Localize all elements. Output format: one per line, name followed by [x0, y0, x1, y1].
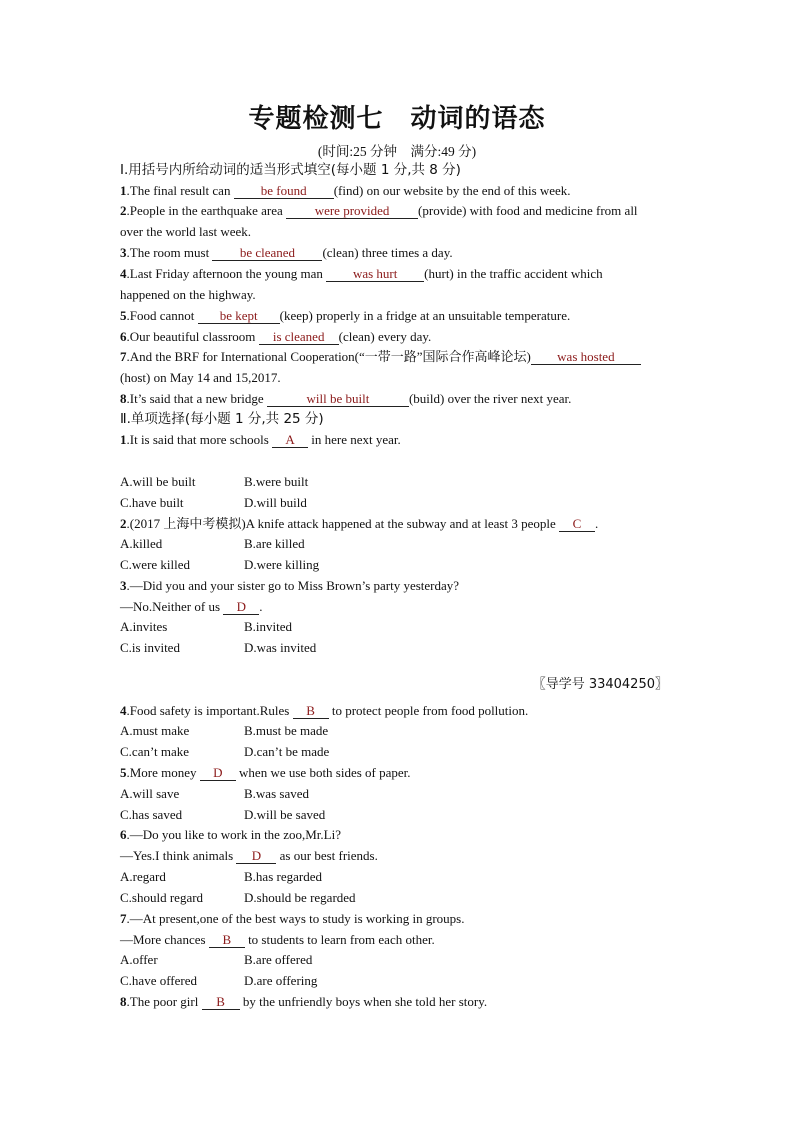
section2-heading: Ⅱ.单项选择(每小题 1 分,共 25 分): [120, 411, 324, 427]
page-subtitle: (时间:25 分钟 满分:49 分): [317, 144, 477, 159]
question-text: (clean) every day.: [338, 329, 432, 344]
s1-question-6: [120, 329, 431, 345]
option-a: A.killed: [120, 536, 163, 551]
question-text: .Food safety is important.Rules: [126, 703, 293, 718]
question-text: (find) on our website by the end of this week.: [333, 183, 571, 198]
option-c: C.has saved: [120, 807, 183, 822]
question-number: 6: [120, 827, 127, 842]
question-text: when we use both sides of paper.: [235, 765, 411, 780]
question-text: .The room must: [126, 245, 213, 260]
question-number: 6: [120, 329, 127, 344]
option-a: A.invites: [120, 619, 168, 634]
option-c: C.can’t make: [120, 744, 190, 759]
question-number: 4: [120, 266, 127, 281]
s2-question-8: [120, 994, 487, 1010]
question-text: (clean) three times a day.: [322, 245, 453, 260]
question-text: .More money: [126, 765, 200, 780]
option-d: D.should be regarded: [244, 890, 356, 905]
s2-question-5: [120, 765, 411, 781]
option-a: A.will be built: [120, 474, 196, 489]
question-number: 4: [120, 703, 127, 718]
answer-blank: B: [209, 933, 245, 948]
answer-blank: be kept: [198, 309, 280, 324]
question-text: .It is said that more schools: [126, 432, 273, 447]
option-b: B.must be made: [244, 723, 329, 738]
option-a: A.will save: [120, 786, 180, 801]
question-text: .: [259, 599, 263, 614]
question-number: 5: [120, 765, 127, 780]
question-number: 7: [120, 349, 127, 364]
question-number: 1: [120, 432, 127, 447]
option-b: B.are offered: [244, 952, 313, 967]
option-a: A.must make: [120, 723, 190, 738]
question-text: (provide) with food and medicine from all: [418, 203, 638, 218]
option-d: D.can’t be made: [244, 744, 330, 759]
option-b: B.invited: [244, 619, 293, 634]
question-number: 3: [120, 245, 127, 260]
question-text: —Yes.I think animals: [120, 848, 237, 863]
question-text: —No.Neither of us: [120, 599, 224, 614]
question-text: (keep) properly in a fridge at an unsuitable temperature.: [279, 308, 571, 323]
option-d: D.was invited: [244, 640, 317, 655]
reference-number: 〖导学号 33404250〗: [532, 677, 668, 692]
question-text: .Our beautiful classroom: [126, 329, 259, 344]
s2-question-4: [120, 703, 528, 719]
question-text: to protect people from food pollution.: [328, 703, 529, 718]
option-c: C.have offered: [120, 973, 198, 988]
s1-question-3: [120, 245, 453, 261]
s2-question-3: [120, 578, 459, 594]
answer-blank: D: [236, 849, 276, 864]
option-d: D.will be saved: [244, 807, 326, 822]
question-continuation: (host) on May 14 and 15,2017.: [120, 370, 281, 385]
s1-question-1: [120, 183, 571, 199]
answer-blank: was hurt: [326, 267, 424, 282]
question-text: .Food cannot: [126, 308, 198, 323]
option-b: B.were built: [244, 474, 309, 489]
question-line-2: [120, 932, 435, 948]
s2-question-6: [120, 827, 341, 843]
question-text: .—Do you like to work in the zoo,Mr.Li?: [126, 827, 341, 842]
answer-blank: was hosted: [531, 350, 641, 365]
question-line-2: [120, 848, 378, 864]
question-text: .—Did you and your sister go to Miss Brown’s party yesterday?: [126, 578, 460, 593]
question-text: (hurt) in the traffic accident which: [424, 266, 603, 281]
s1-question-8: [120, 391, 571, 407]
answer-blank: be cleaned: [212, 246, 322, 261]
question-text: to students to learn from each other.: [244, 932, 435, 947]
s2-question-7: [120, 911, 464, 927]
answer-blank: were provided: [286, 204, 418, 219]
question-number: 3: [120, 578, 127, 593]
question-text: .: [595, 516, 599, 531]
answer-blank: B: [202, 995, 240, 1010]
answer-blank: D: [200, 766, 236, 781]
option-d: D.are offering: [244, 973, 318, 988]
option-a: A.regard: [120, 869, 166, 884]
option-c: C.should regard: [120, 890, 204, 905]
answer-blank: will be built: [267, 392, 409, 407]
question-continuation: over the world last week.: [120, 224, 252, 239]
option-d: D.were killing: [244, 557, 320, 572]
s2-question-1: [120, 432, 401, 448]
question-text: .And the BRF for International Cooperation(“一带一路”国际合作高峰论坛): [126, 349, 531, 364]
option-d: D.will build: [244, 495, 307, 510]
option-b: B.are killed: [244, 536, 305, 551]
question-number: 1: [120, 183, 127, 198]
question-number: 8: [120, 391, 127, 406]
question-line-2: [120, 599, 263, 615]
answer-blank: D: [223, 600, 259, 615]
section1-heading: Ⅰ.用括号内所给动词的适当形式填空(每小题 1 分,共 8 分): [120, 162, 461, 178]
option-b: B.has regarded: [244, 869, 322, 884]
question-text: .Last Friday afternoon the young man: [126, 266, 327, 281]
answer-blank: B: [293, 704, 329, 719]
question-text: .The poor girl: [126, 994, 202, 1009]
s1-question-7: [120, 349, 641, 365]
question-number: 2: [120, 203, 127, 218]
s1-question-4: [120, 266, 603, 282]
question-text: (build) over the river next year.: [408, 391, 572, 406]
answer-blank: be found: [234, 184, 334, 199]
question-number: 5: [120, 308, 127, 323]
page-title: 专题检测七 动词的语态: [248, 104, 546, 134]
question-text: .It’s said that a new bridge: [126, 391, 267, 406]
question-text: .—At present,one of the best ways to study is working in groups.: [126, 911, 465, 926]
option-c: C.is invited: [120, 640, 180, 655]
answer-blank: C: [559, 517, 595, 532]
question-continuation: happened on the highway.: [120, 287, 256, 302]
question-text: by the unfriendly boys when she told her story.: [239, 994, 488, 1009]
option-c: C.have built: [120, 495, 184, 510]
question-text: .The final result can: [126, 183, 234, 198]
option-c: C.were killed: [120, 557, 191, 572]
question-text: .People in the earthquake area: [126, 203, 287, 218]
question-text: .(2017 上海中考模拟)A knife attack happened at the subway and at least 3 people: [126, 516, 559, 531]
s1-question-2: [120, 203, 638, 219]
option-b: B.was saved: [244, 786, 309, 801]
s1-question-5: [120, 308, 570, 324]
question-number: 2: [120, 516, 127, 531]
question-text: as our best friends.: [276, 848, 378, 863]
option-a: A.offer: [120, 952, 158, 967]
question-number: 8: [120, 994, 127, 1009]
question-text: —More chances: [120, 932, 209, 947]
s2-question-2: [120, 516, 598, 532]
answer-blank: A: [272, 433, 308, 448]
question-text: in here next year.: [308, 432, 401, 447]
question-number: 7: [120, 911, 127, 926]
answer-blank: is cleaned: [259, 330, 339, 345]
